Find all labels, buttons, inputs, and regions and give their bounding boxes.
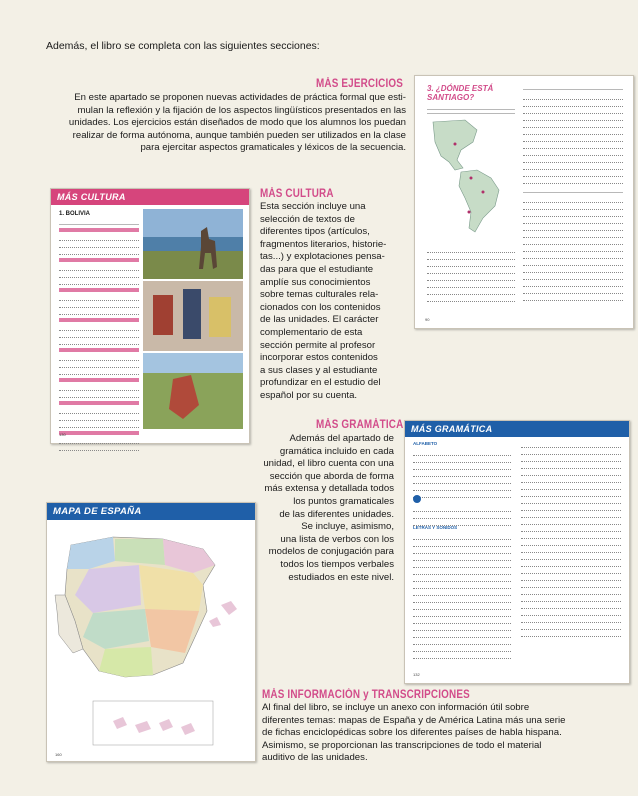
text-line: realizar de forma autónoma, aunque también pueden ser utilizados en la clase bbox=[72, 129, 406, 141]
text-line: diferentes temas: mapas de España y de América Latina más una serie bbox=[262, 714, 566, 726]
text-line: español por su cuenta. bbox=[260, 389, 358, 401]
thumb-heading: ALFABETO bbox=[413, 441, 438, 446]
text-line: de las unidades. El carácter bbox=[260, 314, 379, 326]
text-line: amplíe sus conocimientos bbox=[260, 276, 371, 288]
text-line: de fichas enciclopédicas sobre los diferentes países de habla hispana. bbox=[262, 727, 562, 739]
text-line: complementario de esta bbox=[260, 326, 363, 338]
text-line: profundizar en el estudio del bbox=[260, 377, 381, 389]
text-line: los puntos gramaticales bbox=[293, 495, 394, 507]
text-line: estudiados en este nivel. bbox=[288, 571, 394, 583]
intro-text: Además, el libro se completa con las siguientes secciones: bbox=[46, 40, 320, 52]
text-line: unidad, el libro cuenta con una bbox=[263, 458, 394, 470]
text-line: sobre temas culturales rela- bbox=[260, 289, 379, 301]
text-line: gramática incluido en cada bbox=[279, 445, 394, 457]
text-line: Además del apartado de bbox=[289, 433, 394, 444]
thumb-page-number: 132 bbox=[413, 671, 420, 677]
text-line: mulan la reflexión y la fijación de los aspectos lingüísticos presentados en las bbox=[77, 104, 406, 116]
text-line: una lista de verbos con los bbox=[280, 533, 394, 545]
section-title-informacion: MÁS INFORMACIÓN y TRANSCRIPCIONES bbox=[262, 689, 470, 701]
thumb-heading: 1. BOLIVIA bbox=[59, 211, 91, 217]
thumb-mapa bbox=[46, 502, 256, 762]
text-line: de las diferentes unidades. bbox=[279, 508, 394, 520]
thumb-band: MÁS CULTURA bbox=[51, 189, 249, 205]
thumb-gramatica bbox=[404, 420, 630, 684]
thumb-band: MÁS GRAMÁTICA bbox=[405, 421, 629, 437]
thumb-cultura bbox=[50, 188, 250, 444]
spain-map-icon bbox=[53, 525, 249, 751]
section-text-cultura bbox=[260, 201, 410, 403]
text-line: unidades. Los ejercicios están diseñados de modo que los alumnos los puedan bbox=[68, 117, 406, 129]
text-line: a sus clases y al estudiante bbox=[260, 364, 378, 376]
text-line: cionados con los contenidos bbox=[260, 301, 381, 313]
text-line: Al final del libro, se incluye un anexo con información útil sobre bbox=[262, 702, 530, 713]
text-line: más extensa y detallada todos bbox=[264, 483, 394, 495]
thumb-page-number: 130 bbox=[59, 431, 66, 437]
text-line: selección de textos de bbox=[260, 213, 355, 225]
text-line: Asimismo, se proporcionan las transcripciones de todo el material bbox=[262, 739, 542, 751]
text-line: todos los tiempos verbales bbox=[280, 558, 394, 570]
text-line: Esta sección incluye una bbox=[260, 201, 366, 212]
text-line: diferentes tipos (artículos, bbox=[260, 226, 370, 238]
text-line: En este apartado se proponen nuevas actividades de práctica formal que esti- bbox=[74, 92, 406, 103]
section-text-informacion bbox=[262, 702, 632, 765]
text-line: modelos de conjugación para bbox=[268, 546, 394, 558]
section-title-ejercicios: MÁS EJERCICIOS bbox=[316, 78, 404, 90]
text-line: incorporar estos contenidos bbox=[260, 352, 378, 364]
text-line: para ejercitar aspectos gramaticales y léxicos de la secuencia. bbox=[140, 142, 406, 154]
section-text-ejercicios bbox=[26, 92, 406, 155]
thumb-ejercicios bbox=[414, 75, 634, 329]
americas-map-icon bbox=[425, 116, 517, 236]
text-line: fragmentos literarios, historie- bbox=[260, 238, 387, 250]
section-title-cultura: MÁS CULTURA bbox=[260, 188, 334, 200]
thumb-heading: 3. ¿DÓNDE ESTÁ SANTIAGO? bbox=[427, 84, 494, 102]
text-line: Se incluye, asimismo, bbox=[301, 521, 394, 533]
info-icon bbox=[413, 495, 421, 503]
text-line: sección permite al profesor bbox=[260, 339, 376, 351]
photo-collage-icon bbox=[143, 209, 243, 429]
text-line: das para que el estudiante bbox=[260, 263, 374, 275]
thumb-page-number: 90 bbox=[425, 316, 430, 322]
section-title-gramatica: MÁS GRAMÁTICA bbox=[316, 419, 404, 431]
thumb-page-number: 160 bbox=[55, 751, 62, 757]
text-line: sección que aborda de forma bbox=[269, 470, 394, 482]
thumb-subheading: LETRAS Y SONIDOS bbox=[413, 525, 458, 530]
thumb-band: MAPA DE ESPAÑA bbox=[47, 503, 255, 520]
text-line: auditivo de las unidades. bbox=[262, 752, 368, 764]
text-line: tas...) y explotaciones pensa- bbox=[260, 251, 385, 263]
